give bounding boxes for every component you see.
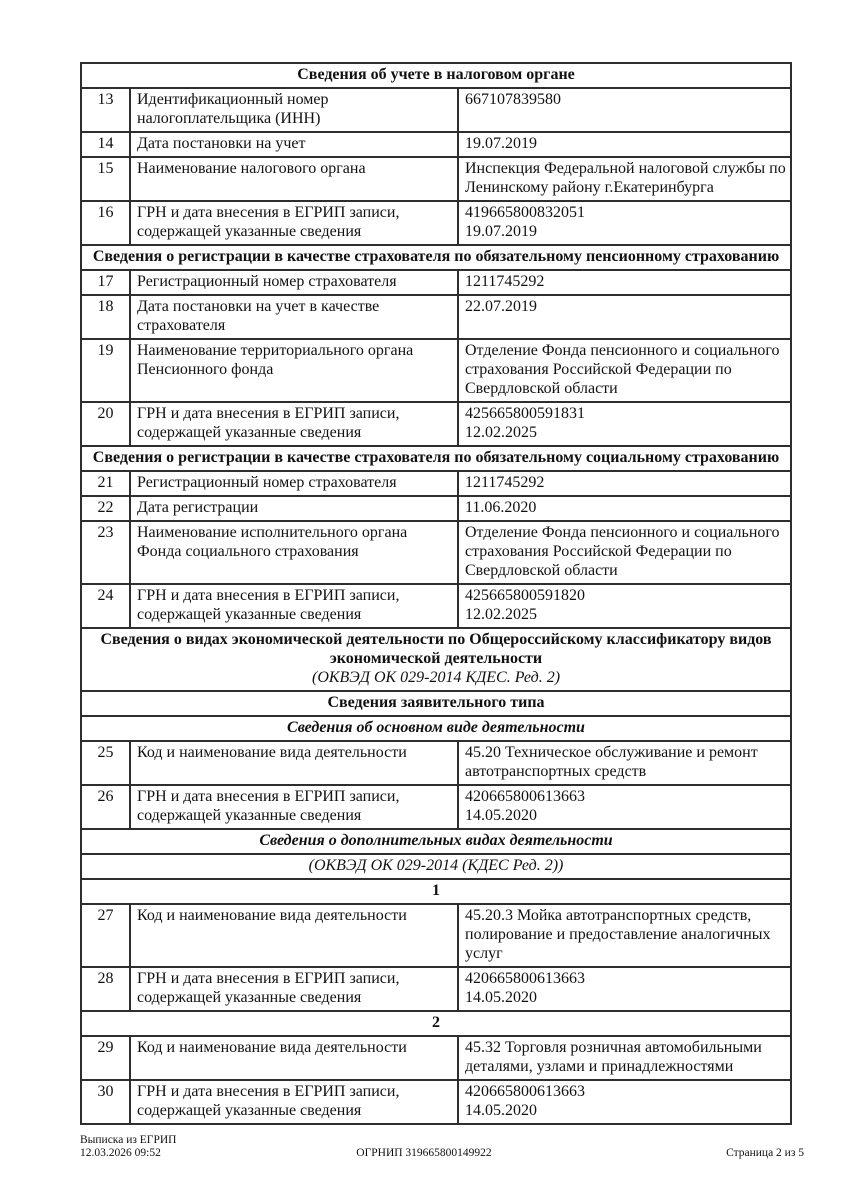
section-header-line: Сведения о видах экономической деятельности по Общероссийскому классификатору видов экономической деятельности <box>100 631 772 667</box>
row-number-cell: 21 <box>81 471 130 496</box>
row-value-cell <box>458 295 791 339</box>
section-header-row <box>81 245 791 270</box>
row-value-cell <box>458 785 791 829</box>
table-row <box>81 1080 791 1124</box>
table-row <box>81 157 791 201</box>
row-label-cell: Наименование исполнительного органа Фонда социального страхования <box>130 521 458 584</box>
table-row <box>81 521 791 584</box>
section-header-row <box>81 854 791 879</box>
row-number-cell: 26 <box>81 785 130 829</box>
table-row <box>81 471 791 496</box>
section-header-line: Сведения о регистрации в качестве страхователя по обязательному социальному страхованию <box>92 449 780 466</box>
row-value-line: Отделение Фонда пенсионного и социального страхования Российской Федерации по Свердловской области <box>465 524 780 579</box>
section-header-line: Сведения об учете в налоговом органе <box>297 66 575 83</box>
row-label-cell: Дата постановки на учет в качестве страхователя <box>130 295 458 339</box>
row-value-line: Отделение Фонда пенсионного и социального страхования Российской Федерации по Свердловской области <box>465 342 780 397</box>
row-number-cell: 20 <box>81 402 130 446</box>
section-header-cell <box>81 446 791 471</box>
row-number-cell: 25 <box>81 741 130 785</box>
row-number-cell: 28 <box>81 967 130 1011</box>
row-value-cell <box>458 521 791 584</box>
row-label-cell: ГРН и дата внесения в ЕГРИП записи, содержащей указанные сведения <box>130 1080 458 1124</box>
row-label-cell: ГРН и дата внесения в ЕГРИП записи, содержащей указанные сведения <box>130 967 458 1011</box>
table-row <box>81 402 791 446</box>
row-label-cell: ГРН и дата внесения в ЕГРИП записи, содержащей указанные сведения <box>130 584 458 628</box>
section-header-row <box>81 628 791 691</box>
table-row <box>81 201 791 245</box>
section-header-line: 1 <box>432 882 440 899</box>
table-row <box>81 132 791 157</box>
row-value-cell <box>458 270 791 295</box>
row-number-cell: 18 <box>81 295 130 339</box>
row-number-cell: 16 <box>81 201 130 245</box>
row-label-cell: ГРН и дата внесения в ЕГРИП записи, содержащей указанные сведения <box>130 402 458 446</box>
row-value-line: 45.20 Техническое обслуживание и ремонт автотранспортных средств <box>465 744 758 780</box>
section-header-line: (ОКВЭД ОК 029-2014 КДЕС. Ред. 2) <box>312 669 561 686</box>
row-value-line: 667107839580 <box>465 91 561 108</box>
row-label-cell: Дата регистрации <box>130 496 458 521</box>
section-header-cell <box>81 1011 791 1036</box>
row-label-cell: Регистрационный номер страхователя <box>130 270 458 295</box>
row-value-cell <box>458 1080 791 1124</box>
row-value-line: Инспекция Федеральной налоговой службы по Ленинскому району г.Екатеринбурга <box>465 160 786 196</box>
row-value-line: 11.06.2020 <box>465 499 537 516</box>
section-header-line: 2 <box>432 1014 440 1031</box>
row-value-cell <box>458 88 791 132</box>
footer-ogrnip: ОГРНИП 319665800149922 <box>356 1147 492 1159</box>
row-value-line: 19.07.2019 <box>465 223 537 240</box>
section-header-cell <box>81 63 791 88</box>
row-number-cell: 14 <box>81 132 130 157</box>
row-value-cell <box>458 402 791 446</box>
row-label-cell: Наименование налогового органа <box>130 157 458 201</box>
row-value-line: 1211745292 <box>465 273 545 290</box>
table-row <box>81 1036 791 1080</box>
table-row <box>81 88 791 132</box>
row-value-line: 425665800591820 <box>465 587 585 604</box>
section-header-line: Сведения о регистрации в качестве страхователя по обязательному пенсионному страхованию <box>92 248 780 265</box>
egrip-table-body <box>81 63 791 1124</box>
row-number-cell: 22 <box>81 496 130 521</box>
row-value-line: 420665800613663 <box>465 970 585 987</box>
row-number-cell: 29 <box>81 1036 130 1080</box>
row-value-line: 12.02.2025 <box>465 424 537 441</box>
table-row <box>81 270 791 295</box>
row-number-cell: 13 <box>81 88 130 132</box>
footer-doc-type: Выписка из ЕГРИП <box>80 1134 177 1146</box>
row-value-line: 14.05.2020 <box>465 989 537 1006</box>
table-row <box>81 785 791 829</box>
section-header-cell <box>81 628 791 691</box>
row-number-cell: 23 <box>81 521 130 584</box>
section-header-cell <box>81 854 791 879</box>
section-header-row <box>81 879 791 904</box>
table-row <box>81 584 791 628</box>
table-row <box>81 295 791 339</box>
row-label-cell: Код и наименование вида деятельности <box>130 741 458 785</box>
row-value-line: 45.32 Торговля розничная автомобильными деталями, узлами и принадлежностями <box>465 1039 762 1075</box>
section-header-line: (ОКВЭД ОК 029-2014 (КДЕС Ред. 2)) <box>308 857 564 874</box>
section-header-row <box>81 1011 791 1036</box>
row-value-line: 1211745292 <box>465 474 545 491</box>
section-header-cell <box>81 716 791 741</box>
row-value-line: 425665800591831 <box>465 405 585 422</box>
row-value-cell <box>458 132 791 157</box>
row-value-cell <box>458 201 791 245</box>
row-value-line: 22.07.2019 <box>465 298 537 315</box>
section-header-row <box>81 829 791 854</box>
row-number-cell: 19 <box>81 339 130 402</box>
footer-datetime: 12.03.2026 09:52 <box>80 1147 161 1159</box>
section-header-line: Сведения об основном виде деятельности <box>287 719 585 736</box>
table-row <box>81 339 791 402</box>
row-label-cell: ГРН и дата внесения в ЕГРИП записи, содержащей указанные сведения <box>130 785 458 829</box>
row-value-line: 14.05.2020 <box>465 807 537 824</box>
row-number-cell: 15 <box>81 157 130 201</box>
section-header-row <box>81 446 791 471</box>
section-header-cell <box>81 691 791 716</box>
row-value-cell <box>458 904 791 967</box>
row-label-cell: Наименование территориального органа Пенсионного фонда <box>130 339 458 402</box>
row-value-line: 19.07.2019 <box>465 135 537 152</box>
row-label-cell: Регистрационный номер страхователя <box>130 471 458 496</box>
row-number-cell: 27 <box>81 904 130 967</box>
row-value-cell <box>458 157 791 201</box>
row-value-line: 420665800613663 <box>465 788 585 805</box>
row-label-cell: ГРН и дата внесения в ЕГРИП записи, содержащей указанные сведения <box>130 201 458 245</box>
table-row <box>81 741 791 785</box>
table-row <box>81 967 791 1011</box>
row-value-cell <box>458 339 791 402</box>
section-header-line: Сведения о дополнительных видах деятельности <box>259 832 613 849</box>
row-number-cell: 30 <box>81 1080 130 1124</box>
section-header-cell <box>81 245 791 270</box>
table-row <box>81 904 791 967</box>
section-header-line: Сведения заявительного типа <box>327 694 545 711</box>
row-value-line: 419665800832051 <box>465 204 585 221</box>
section-header-cell <box>81 829 791 854</box>
section-header-row <box>81 691 791 716</box>
row-value-cell <box>458 741 791 785</box>
row-value-line: 420665800613663 <box>465 1083 585 1100</box>
table-row <box>81 496 791 521</box>
row-value-line: 45.20.3 Мойка автотранспортных средств, полирование и предоставление аналогичных услуг <box>465 907 771 962</box>
section-header-row <box>81 63 791 88</box>
row-value-cell <box>458 967 791 1011</box>
footer-page-number: Страница 2 из 5 <box>726 1147 804 1159</box>
row-value-cell <box>458 584 791 628</box>
row-number-cell: 24 <box>81 584 130 628</box>
row-label-cell: Дата постановки на учет <box>130 132 458 157</box>
section-header-cell <box>81 879 791 904</box>
row-value-line: 12.02.2025 <box>465 606 537 623</box>
row-number-cell: 17 <box>81 270 130 295</box>
row-label-cell: Код и наименование вида деятельности <box>130 904 458 967</box>
row-value-cell <box>458 1036 791 1080</box>
section-header-row <box>81 716 791 741</box>
row-value-line: 14.05.2020 <box>465 1102 537 1119</box>
egrip-table <box>80 62 792 1125</box>
row-value-cell <box>458 496 791 521</box>
row-label-cell: Идентификационный номер налогоплательщика (ИНН) <box>130 88 458 132</box>
row-label-cell: Код и наименование вида деятельности <box>130 1036 458 1080</box>
row-value-cell <box>458 471 791 496</box>
